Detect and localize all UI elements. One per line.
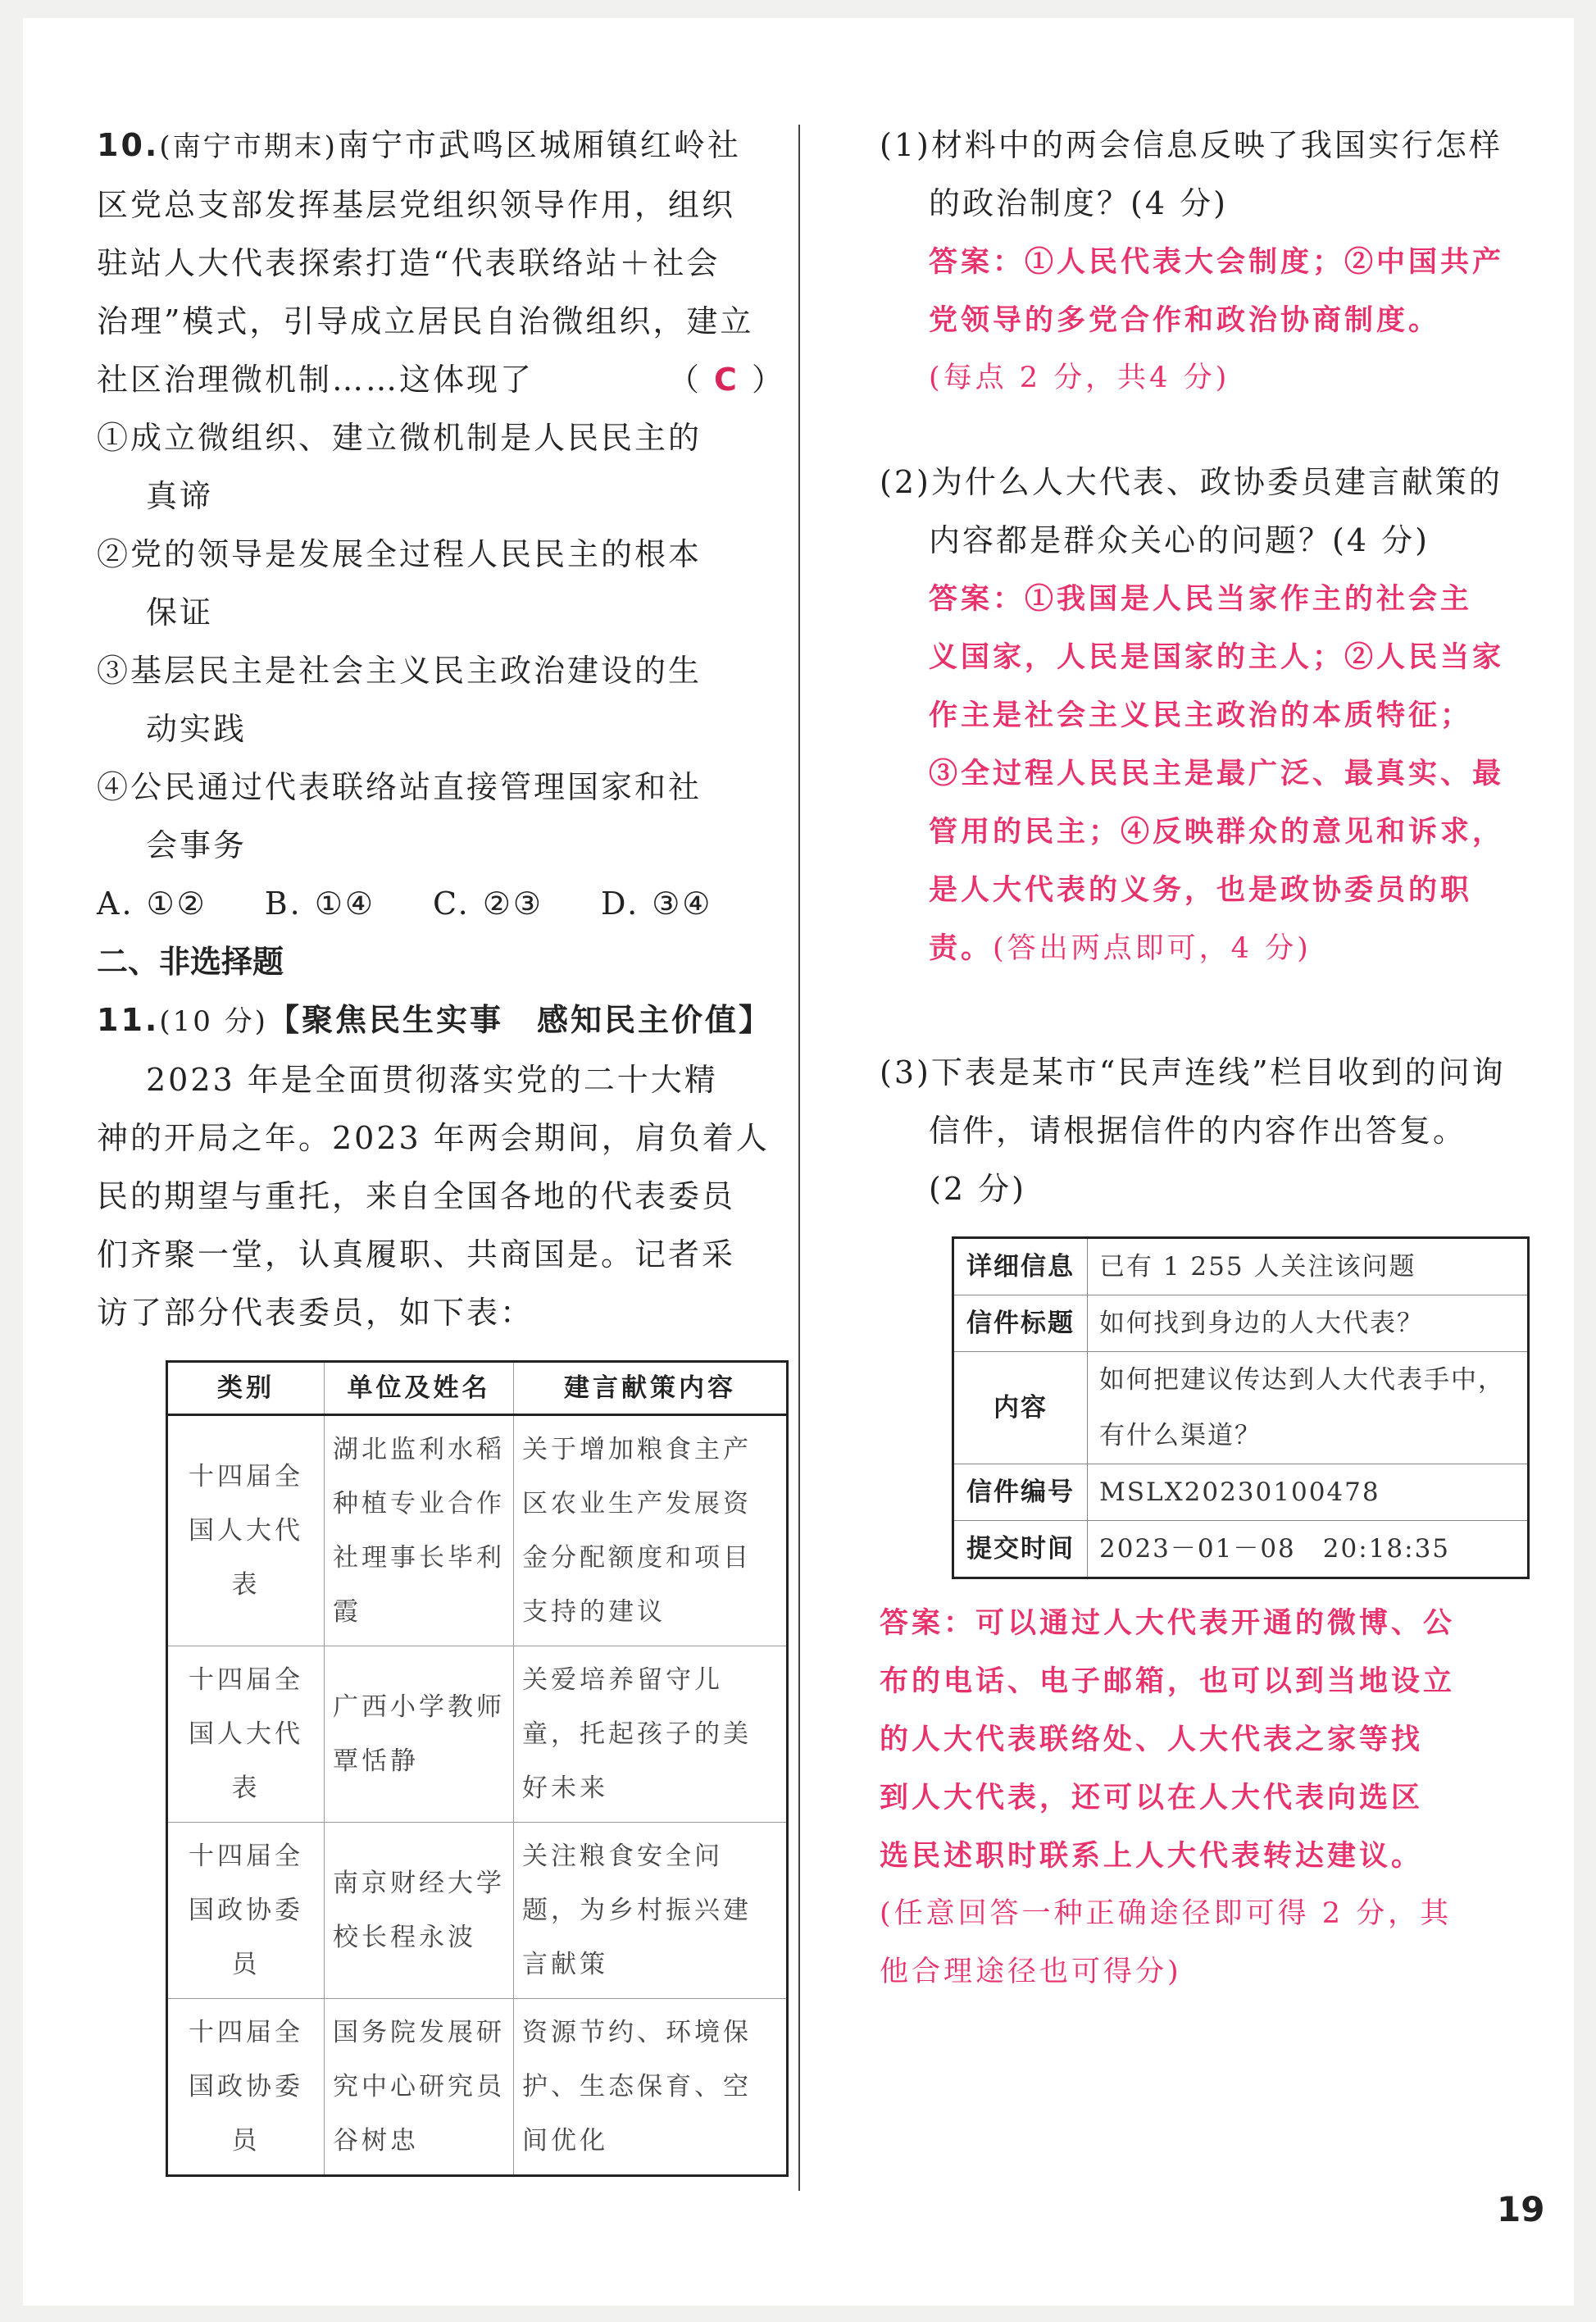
sub2-question-cont: 内容都是群众关心的问题？(4 分) bbox=[929, 522, 1430, 558]
sub2-question: (2)为什么人大代表、政协委员建言献策的 bbox=[880, 464, 1503, 500]
letter-value: MSLX20230100478 bbox=[1088, 1464, 1529, 1521]
header-content: 建言献策内容 bbox=[514, 1362, 788, 1415]
sub1-question: (1)材料中的两会信息反映了我国实行怎样 bbox=[880, 127, 1503, 163]
q10-stem-line: 治理”模式，引导成立居民自治微组织，建立 bbox=[97, 303, 754, 339]
statement-2-cont: 保证 bbox=[146, 594, 214, 631]
cell-content: 关注粮食安全问题，为乡村振兴建言献策 bbox=[514, 1823, 788, 1999]
sub1-question-cont: 的政治制度？(4 分) bbox=[929, 185, 1228, 221]
material-line: 民的期望与重托，来自全国各地的代表委员 bbox=[97, 1178, 736, 1214]
cell-content: 关爱培养留守儿童，托起孩子的美好未来 bbox=[514, 1646, 788, 1823]
q10-line-1 bbox=[97, 116, 785, 176]
bracket-close: ） bbox=[751, 362, 785, 398]
sub2-answer: 答案：①我国是人民当家作主的社会主 bbox=[929, 582, 1473, 616]
cell-unit: 国务院发展研究中心研究员谷树忠 bbox=[325, 1999, 514, 2176]
material-line: 访了部分代表委员，如下表： bbox=[97, 1295, 534, 1331]
sub1-answer-note: (每点 2 分，共4 分) bbox=[929, 362, 1230, 394]
q10-stem-line: 南宁市武鸣区城厢镇红岭社 bbox=[337, 127, 741, 163]
sub2-answer-end: 责。 bbox=[929, 931, 994, 965]
sub2-answer: 是人大代表的义务，也是政协委员的职 bbox=[929, 873, 1473, 907]
letter-key: 详细信息 bbox=[953, 1238, 1088, 1295]
q10-stem-line: 区党总支部发挥基层党组织领导作用，组织 bbox=[97, 187, 736, 223]
letter-table bbox=[952, 1236, 1530, 1579]
q10-answer: C bbox=[714, 362, 739, 398]
header-unit: 单位及姓名 bbox=[325, 1362, 514, 1415]
letter-row bbox=[953, 1521, 1529, 1578]
cell-unit: 南京财经大学校长程永波 bbox=[325, 1823, 514, 1999]
letter-key: 提交时间 bbox=[953, 1521, 1088, 1578]
table-row bbox=[167, 1823, 788, 1999]
page bbox=[23, 18, 1574, 2306]
bracket-open: （ bbox=[667, 362, 702, 398]
letter-value: 如何找到身边的人大代表？ bbox=[1088, 1295, 1529, 1352]
sub2-answer: 义国家，人民是国家的主人；②人民当家 bbox=[929, 640, 1505, 674]
sub2-answer-note: (答出两点即可，4 分) bbox=[993, 932, 1312, 965]
sub3-question: (3)下表是某市“民声连线”栏目收到的问询 bbox=[880, 1054, 1506, 1090]
letter-row bbox=[953, 1464, 1529, 1521]
q11-score: (10 分) bbox=[159, 1005, 268, 1038]
letter-row bbox=[953, 1238, 1529, 1295]
left-column bbox=[97, 116, 785, 2177]
statement-1-cont: 真谛 bbox=[146, 478, 214, 514]
option-a: A. ①② bbox=[97, 886, 207, 922]
option-d: D. ③④ bbox=[600, 886, 713, 922]
cell-category: 十四届全国政协委员 bbox=[167, 1823, 325, 1999]
statement-1: ①成立微组织、建立微机制是人民民主的 bbox=[97, 420, 703, 456]
letter-key: 信件编号 bbox=[953, 1464, 1088, 1521]
q10-options bbox=[97, 875, 785, 933]
table-row bbox=[167, 1999, 788, 2176]
letter-value: 2023－01－08 20:18:35 bbox=[1088, 1521, 1529, 1578]
letter-value: 如何把建议传达到人大代表手中，有什么渠道？ bbox=[1088, 1352, 1529, 1464]
sub3-answer: 选民述职时联系上人大代表转达建议。 bbox=[880, 1839, 1424, 1873]
sub3-question-cont: 信件，请根据信件的内容作出答复。 bbox=[929, 1113, 1467, 1149]
q11-number: 11. bbox=[97, 1002, 160, 1038]
statement-3-cont: 动实践 bbox=[146, 711, 248, 747]
cell-category: 十四届全国人大代表 bbox=[167, 1415, 325, 1646]
sub2-answer-last bbox=[880, 919, 1539, 978]
deputies-table bbox=[166, 1360, 789, 2177]
sub3-answer-note: (任意回答一种正确途径即可得 2 分，其 bbox=[880, 1897, 1453, 1930]
letter-key: 信件标题 bbox=[953, 1295, 1088, 1352]
right-column bbox=[880, 116, 1539, 2001]
q10-stem-last-text: 社区治理微机制……这体现了 bbox=[97, 362, 534, 398]
sub1-answer: 答案：①人民代表大会制度；②中国共产 bbox=[929, 245, 1505, 279]
table-row bbox=[167, 1646, 788, 1823]
statement-3: ③基层民主是社会主义民主政治建设的生 bbox=[97, 653, 703, 689]
cell-category: 十四届全国人大代表 bbox=[167, 1646, 325, 1823]
letter-row bbox=[953, 1352, 1529, 1464]
sub3-answer: 的人大代表联络处、人大代表之家等找 bbox=[880, 1723, 1424, 1756]
sub3-score: (2 分) bbox=[929, 1171, 1026, 1207]
answer-bracket bbox=[668, 351, 785, 409]
q10-number: 10. bbox=[97, 127, 160, 163]
statement-4: ④公民通过代表联络站直接管理国家和社 bbox=[97, 769, 703, 805]
cell-category: 十四届全国政协委员 bbox=[167, 1999, 325, 2176]
sub2-answer: 作主是社会主义民主政治的本质特征； bbox=[929, 699, 1473, 732]
cell-content: 资源节约、环境保护、生态保育、空间优化 bbox=[514, 1999, 788, 2176]
column-divider bbox=[798, 125, 800, 2191]
sub3-answer: 布的电话、电子邮箱，也可以到当地设立 bbox=[880, 1664, 1456, 1698]
sub3-answer-note: 他合理途径也可得分) bbox=[880, 1955, 1182, 1988]
material-line: 神的开局之年。2023 年两会期间，肩负着人 bbox=[97, 1120, 770, 1156]
cell-unit: 湖北监利水稻种植专业合作社理事长毕利霞 bbox=[325, 1415, 514, 1646]
statement-4-cont: 会事务 bbox=[146, 827, 248, 863]
q11-heading bbox=[97, 991, 785, 1051]
section-heading: 二、非选择题 bbox=[97, 944, 284, 980]
letter-row bbox=[953, 1295, 1529, 1352]
letter-key: 内容 bbox=[953, 1352, 1088, 1464]
option-c: C. ②③ bbox=[432, 886, 543, 922]
cell-content: 关于增加粮食主产区农业生产发展资金分配额度和项目支持的建议 bbox=[514, 1415, 788, 1646]
sub2-answer: ③全过程人民民主是最广泛、最真实、最 bbox=[929, 757, 1505, 790]
sub1-answer: 党领导的多党合作和政治协商制度。 bbox=[929, 303, 1441, 337]
letter-value: 已有 1 255 人关注该问题 bbox=[1088, 1238, 1529, 1295]
material-line: 们齐聚一堂，认真履职、共商国是。记者采 bbox=[97, 1236, 736, 1273]
table-header-row bbox=[167, 1362, 788, 1415]
sub3-answer: 到人大代表，还可以在人大代表向选区 bbox=[880, 1781, 1424, 1814]
q10-source: (南宁市期末) bbox=[159, 130, 338, 163]
cell-unit: 广西小学教师覃恬静 bbox=[325, 1646, 514, 1823]
header-category: 类别 bbox=[167, 1362, 325, 1415]
q10-stem-line: 驻站人大代表探索打造“代表联络站＋社会 bbox=[97, 245, 721, 281]
material-line: 2023 年是全面贯彻落实党的二十大精 bbox=[146, 1062, 718, 1098]
page-number: 19 bbox=[1497, 2189, 1545, 2229]
sub3-answer: 答案：可以通过人大代表开通的微博、公 bbox=[880, 1606, 1456, 1640]
q11-theme: 【聚焦民生实事 感知民主价值】 bbox=[267, 1002, 772, 1038]
statement-2: ②党的领导是发展全过程人民民主的根本 bbox=[97, 536, 703, 572]
sub2-answer: 管用的民主；④反映群众的意见和诉求， bbox=[929, 815, 1505, 849]
option-b: B. ①④ bbox=[264, 886, 375, 922]
q10-stem-last bbox=[97, 351, 785, 409]
table-row bbox=[167, 1415, 788, 1646]
